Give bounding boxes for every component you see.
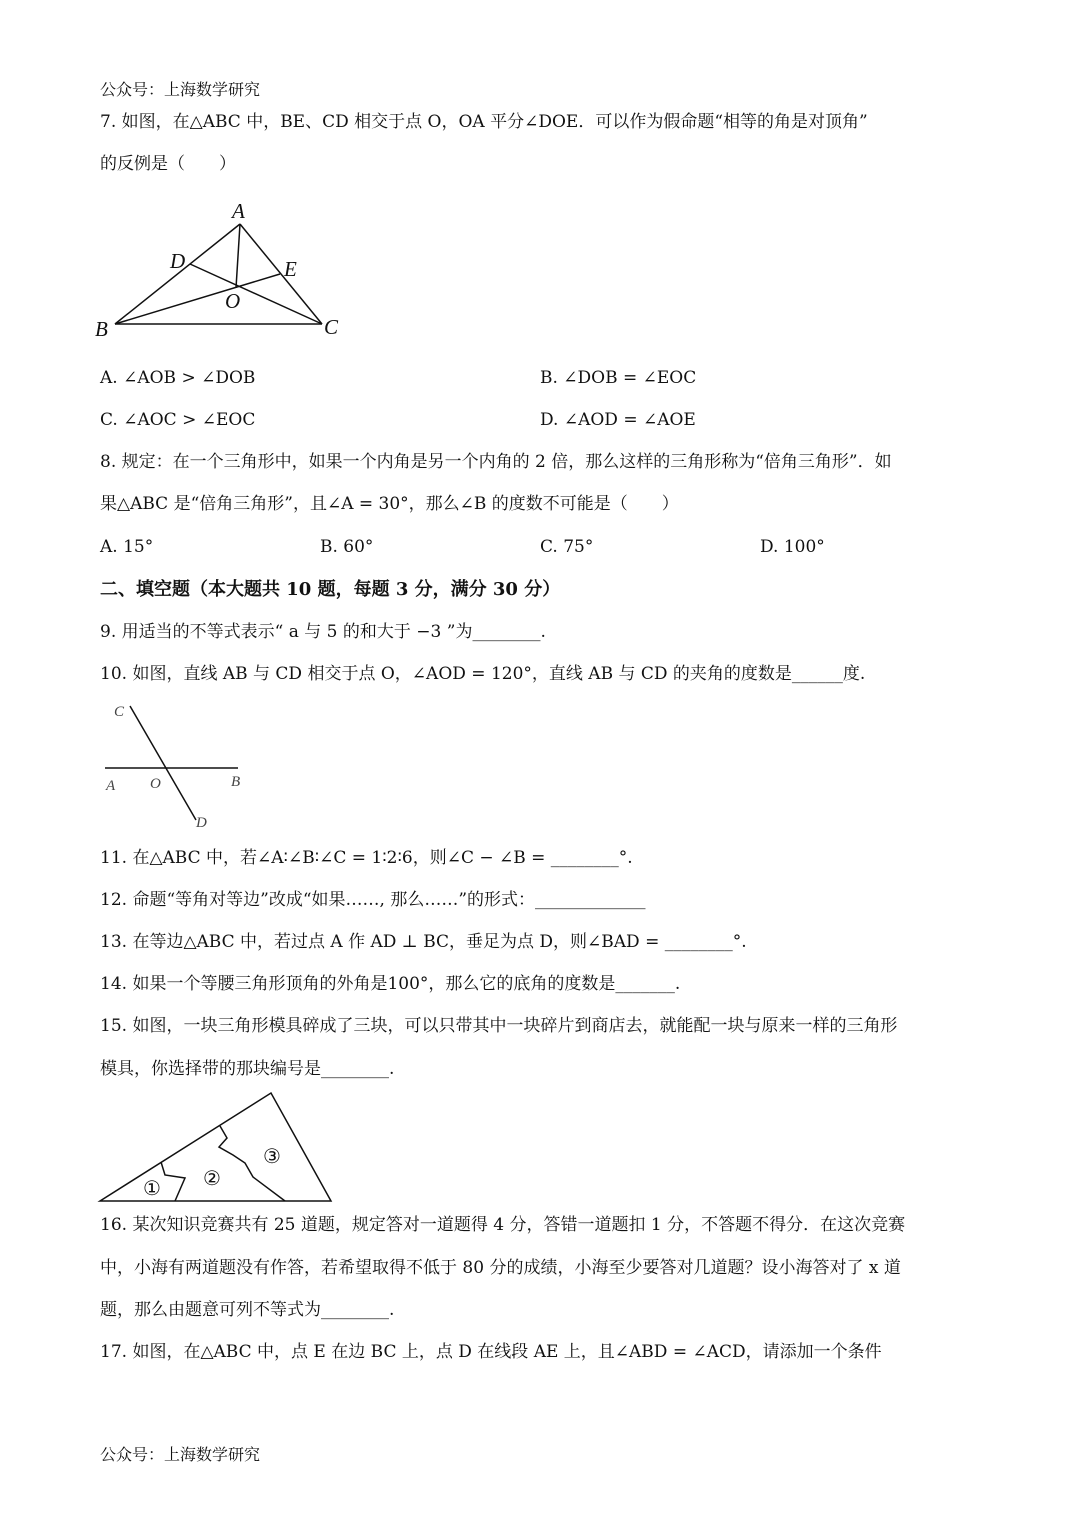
q8-option-c: C. 75° (540, 537, 594, 557)
q16-line3: 题，那么由题意可列不等式为________. (100, 1300, 395, 1320)
q15-crack-1 (161, 1162, 185, 1201)
q7-stem-line1: 7. 如图，在△ABC 中，BE、CD 相交于点 O，OA 平分∠DOE．可以作为假命题“相等的角是对顶角” (100, 112, 868, 132)
q7-segment-BE (115, 274, 280, 324)
q7-segment-AO (236, 224, 240, 288)
q14-text: 14. 如果一个等腰三角形顶角的外角是100°，那么它的底角的度数是_______. (100, 974, 681, 994)
q15-line2: 模具，你选择带的那块编号是________. (100, 1059, 395, 1079)
q17-line1: 17. 如图，在△ABC 中，点 E 在边 BC 上，点 D 在线段 AE 上，且∠ABD = ∠ACD，请添加一个条件 (100, 1342, 882, 1362)
q16-line2: 中，小海有两道题没有作答，若希望取得不低于 80 分的成绩，小海至少要答对几道题？设小海答对了 x 道 (100, 1258, 901, 1278)
q8-stem-line2: 果△ABC 是“倍角三角形”，且∠A = 30°，那么∠B 的度数不可能是（ ） (100, 494, 679, 514)
q7-label-E: E (284, 257, 297, 281)
q10-text: 10. 如图，直线 AB 与 CD 相交于点 O，∠AOD = 120°，直线 AB 与 CD 的夹角的度数是______度. (100, 664, 866, 684)
q7-option-c: C. ∠AOC > ∠EOC (100, 410, 256, 430)
q7-option-a: A. ∠AOB > ∠DOB (100, 368, 256, 388)
q10-line-CD (130, 706, 196, 820)
q7-option-b: B. ∠DOB = ∠EOC (540, 368, 697, 388)
q10-label-D: D (196, 815, 207, 831)
q7-segment-CD (190, 264, 322, 324)
q9-text: 9. 用适当的不等式表示“ a 与 5 的和大于 −3 ”为________. (100, 622, 546, 642)
q16-line1: 16. 某次知识竞赛共有 25 道题，规定答对一道题得 4 分，答错一道题扣 1 分，不答题不得分．在这次竞赛 (100, 1215, 906, 1235)
footer-source: 公众号：上海数学研究 (100, 1445, 261, 1464)
q7-label-D: D (170, 249, 186, 273)
q15-figure (95, 1085, 340, 1207)
q11-text: 11. 在△ABC 中，若∠A∶∠B∶∠C = 1∶2∶6，则∠C − ∠B = ________°. (100, 848, 633, 868)
q8-stem-line1: 8. 规定：在一个三角形中，如果一个内角是另一个内角的 2 倍，那么这样的三角形称为“倍角三角形”．如 (100, 452, 892, 472)
q7-label-B: B (95, 317, 108, 341)
q15-piece-3: ③ (263, 1146, 281, 1168)
q15-line1: 15. 如图，一块三角形模具碎成了三块，可以只带其中一块碎片到商店去，就能配一块与原来一样的三角形 (100, 1016, 898, 1036)
q10-label-C: C (114, 704, 125, 720)
q10-figure (100, 698, 260, 833)
q7-label-A: A (232, 199, 245, 223)
q15-piece-2: ② (203, 1168, 221, 1190)
q12-text: 12. 命题“等角对等边”改成“如果……, 那么……”的形式：_____________ (100, 890, 646, 910)
q15-piece-1: ① (143, 1178, 161, 1200)
q8-option-b: B. 60° (320, 537, 374, 557)
section-title: 二、填空题（本大题共 10 题，每题 3 分，满分 30 分） (100, 579, 561, 600)
q7-stem-line2: 的反例是（ ） (100, 154, 236, 174)
q8-option-d: D. 100° (760, 537, 825, 557)
q10-label-O: O (150, 776, 161, 792)
q10-label-A: A (106, 778, 116, 794)
q8-option-a: A. 15° (100, 537, 154, 557)
header-source: 公众号：上海数学研究 (100, 80, 261, 99)
q13-text: 13. 在等边△ABC 中，若过点 A 作 AD ⊥ BC，垂足为点 D，则∠BAD = ________°. (100, 932, 747, 952)
q7-segment-AC (240, 224, 322, 324)
q7-label-C: C (324, 315, 339, 339)
q10-label-B: B (231, 774, 241, 790)
q7-segment-AB (115, 224, 240, 324)
q7-label-O: O (225, 289, 241, 313)
q7-option-d: D. ∠AOD = ∠AOE (540, 410, 696, 430)
q7-figure (90, 196, 350, 346)
